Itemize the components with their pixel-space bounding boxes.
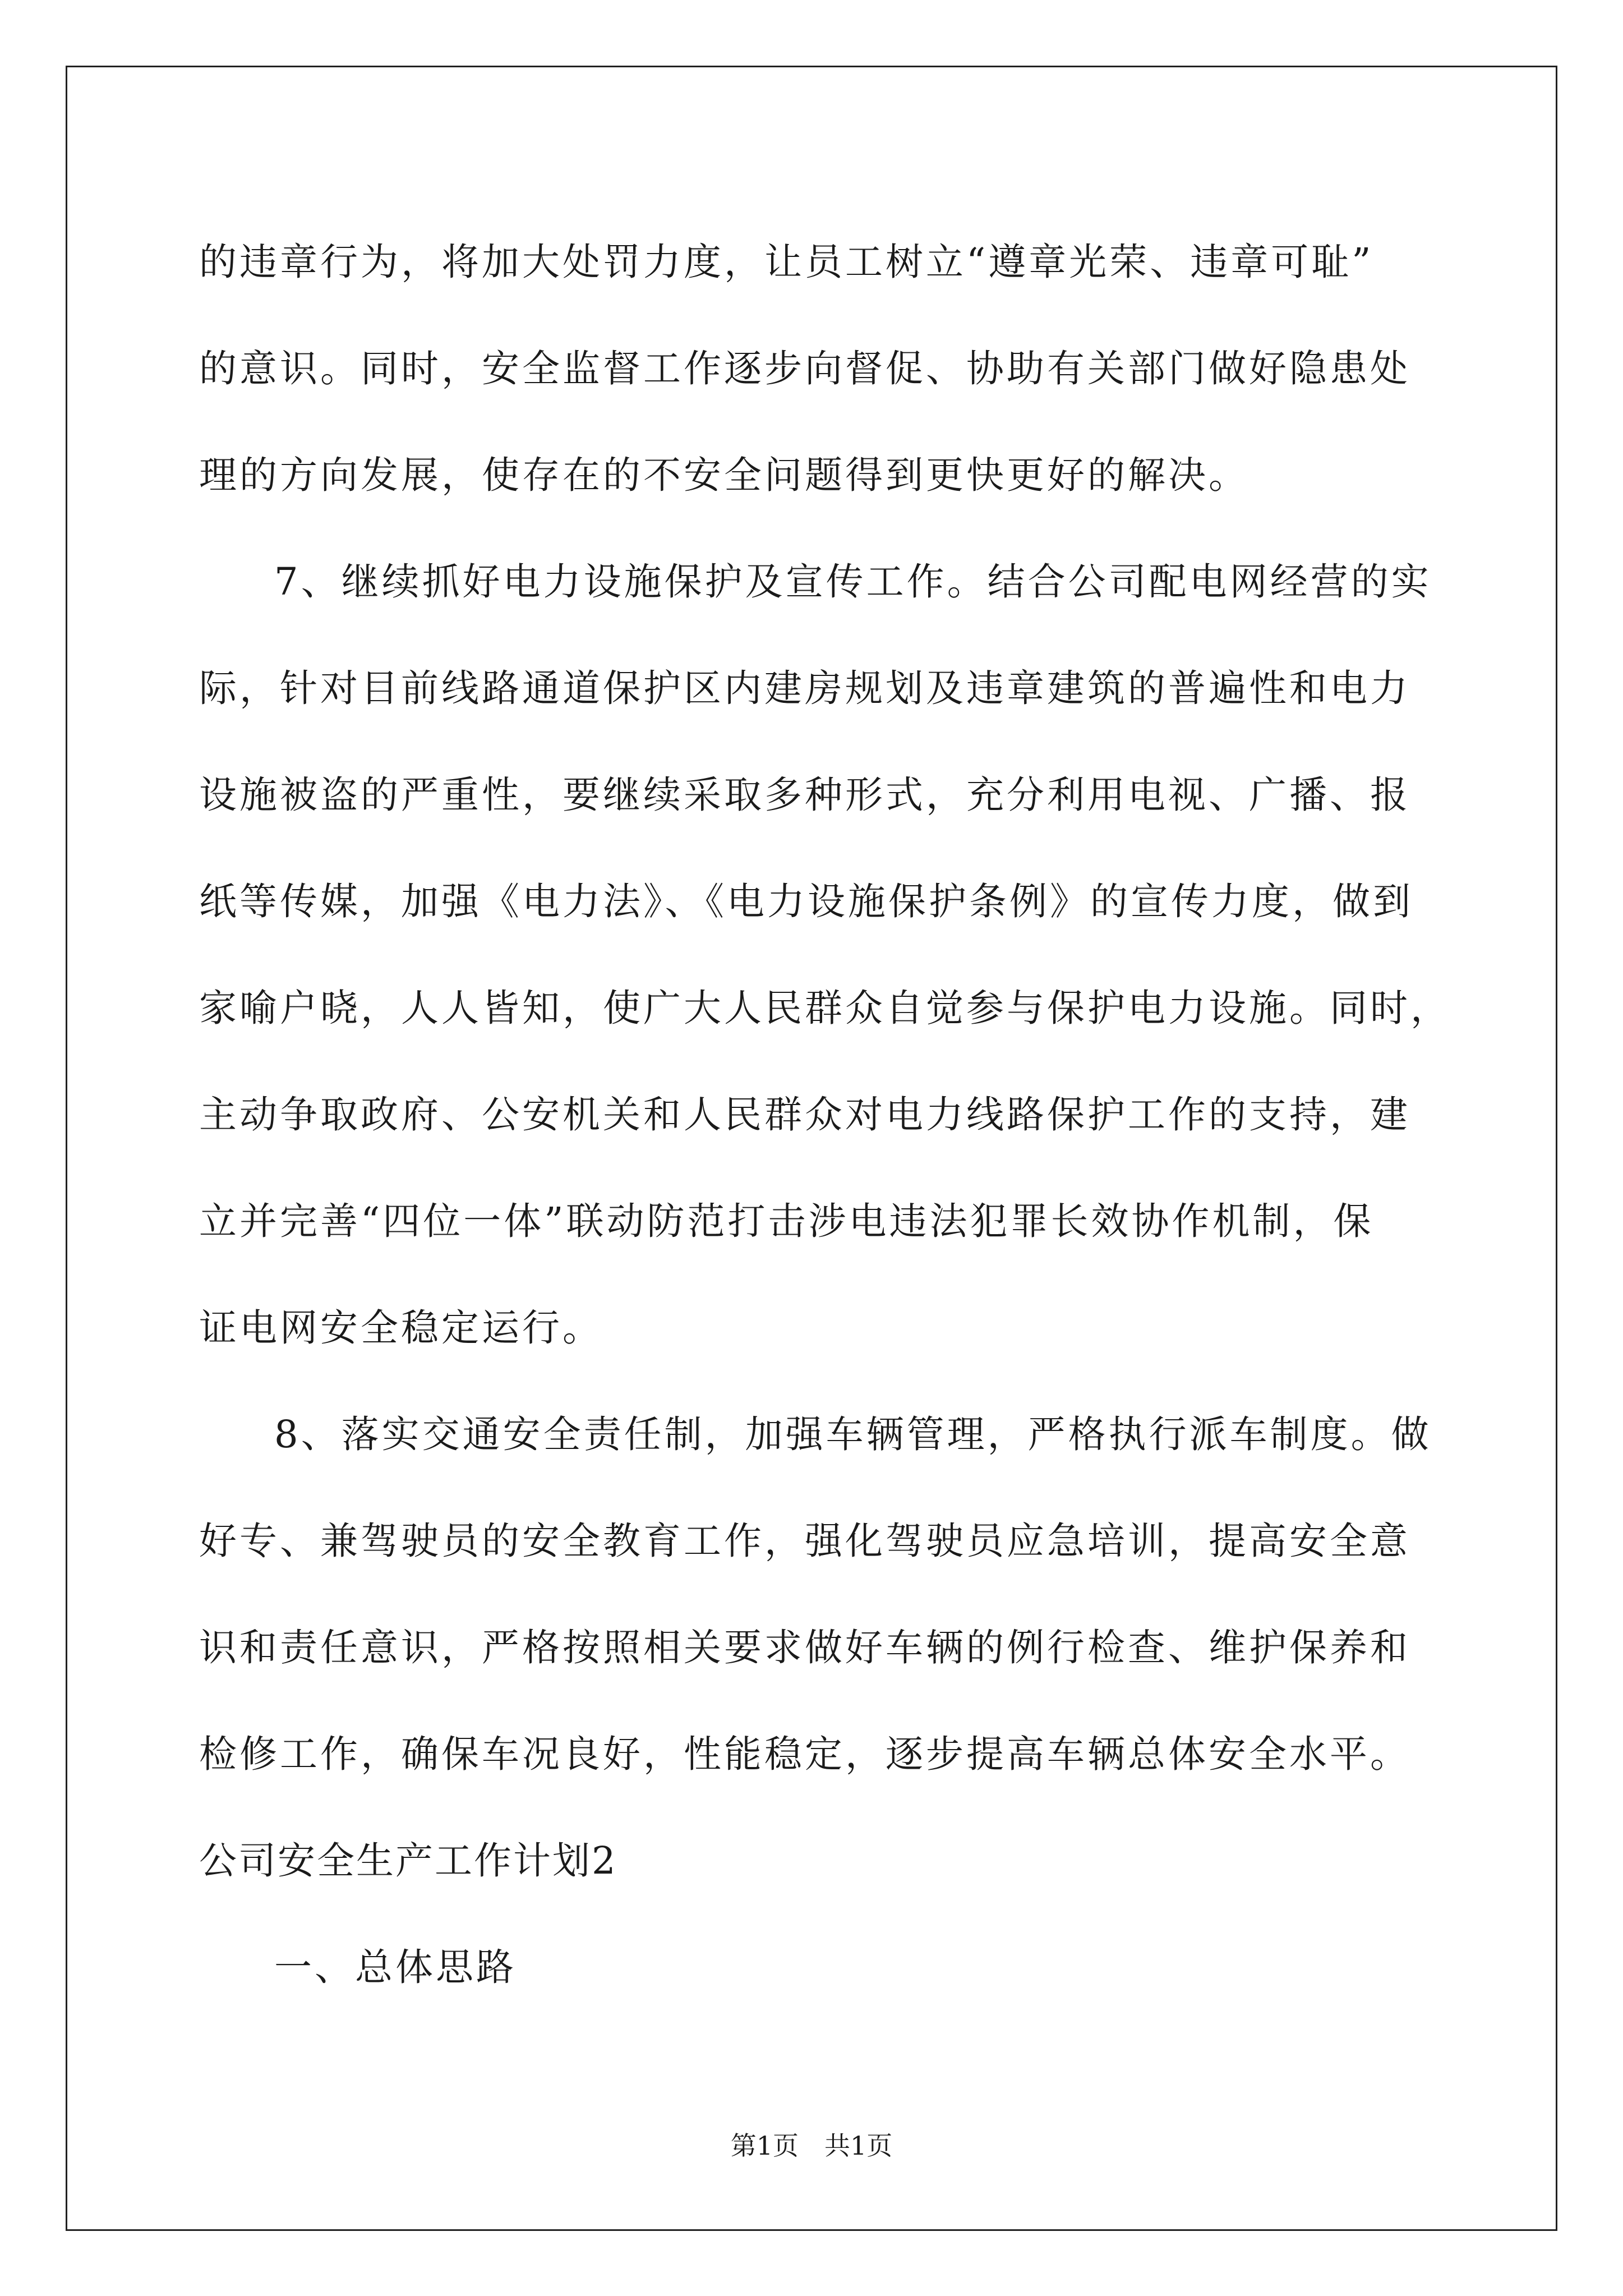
text-line: 8、落实交通安全责任制，加强车辆管理，严格执行派车制度。做 [274, 1412, 1432, 1456]
text-line: 际，针对目前线路通道保护区内建房规划及违章建筑的普遍性和电力 [199, 666, 1410, 710]
text-line: 立并完善“四位一体”联动防范打击涉电违法犯罪长效协作机制，保 [199, 1199, 1374, 1243]
text-line: 的意识。同时，安全监督工作逐步向督促、协助有关部门做好隐患处 [199, 347, 1410, 390]
text-line: 7、继续抓好电力设施保护及宣传工作。结合公司配电网经营的实 [274, 560, 1432, 604]
text-line: 纸等传媒，加强《电力法》、《电力设施保护条例》的宣传力度，做到 [199, 880, 1413, 923]
text-line: 识和责任意识，严格按照相关要求做好车辆的例行检查、维护保养和 [199, 1626, 1410, 1669]
text-line: 主动争取政府、公安机关和人民群众对电力线路保护工作的支持，建 [199, 1093, 1410, 1137]
subsection-heading: 一、总体思路 [274, 1945, 517, 1989]
text-line: 检修工作，确保车况良好，性能稳定，逐步提高车辆总体安全水平。 [199, 1732, 1410, 1776]
text-line: 证电网安全稳定运行。 [199, 1306, 603, 1350]
text-line: 家喻户晓，人人皆知，使广大人民群众自觉参与保护电力设施。同时， [199, 986, 1451, 1030]
page-footer: 第1页 共1页 [730, 2131, 893, 2161]
document-body [199, 209, 1451, 2021]
text-line: 设施被盗的严重性，要继续采取多种形式，充分利用电视、广播、报 [199, 773, 1410, 817]
section-heading: 公司安全生产工作计划2 [199, 1839, 617, 1883]
text-line: 理的方向发展，使存在的不安全问题得到更快更好的解决。 [199, 453, 1249, 497]
text-line: 好专、兼驾驶员的安全教育工作，强化驾驶员应急培训，提高安全意 [199, 1519, 1410, 1563]
text-line: 的违章行为，将加大处罚力度，让员工树立“遵章光荣、违章可耻” [199, 240, 1374, 284]
